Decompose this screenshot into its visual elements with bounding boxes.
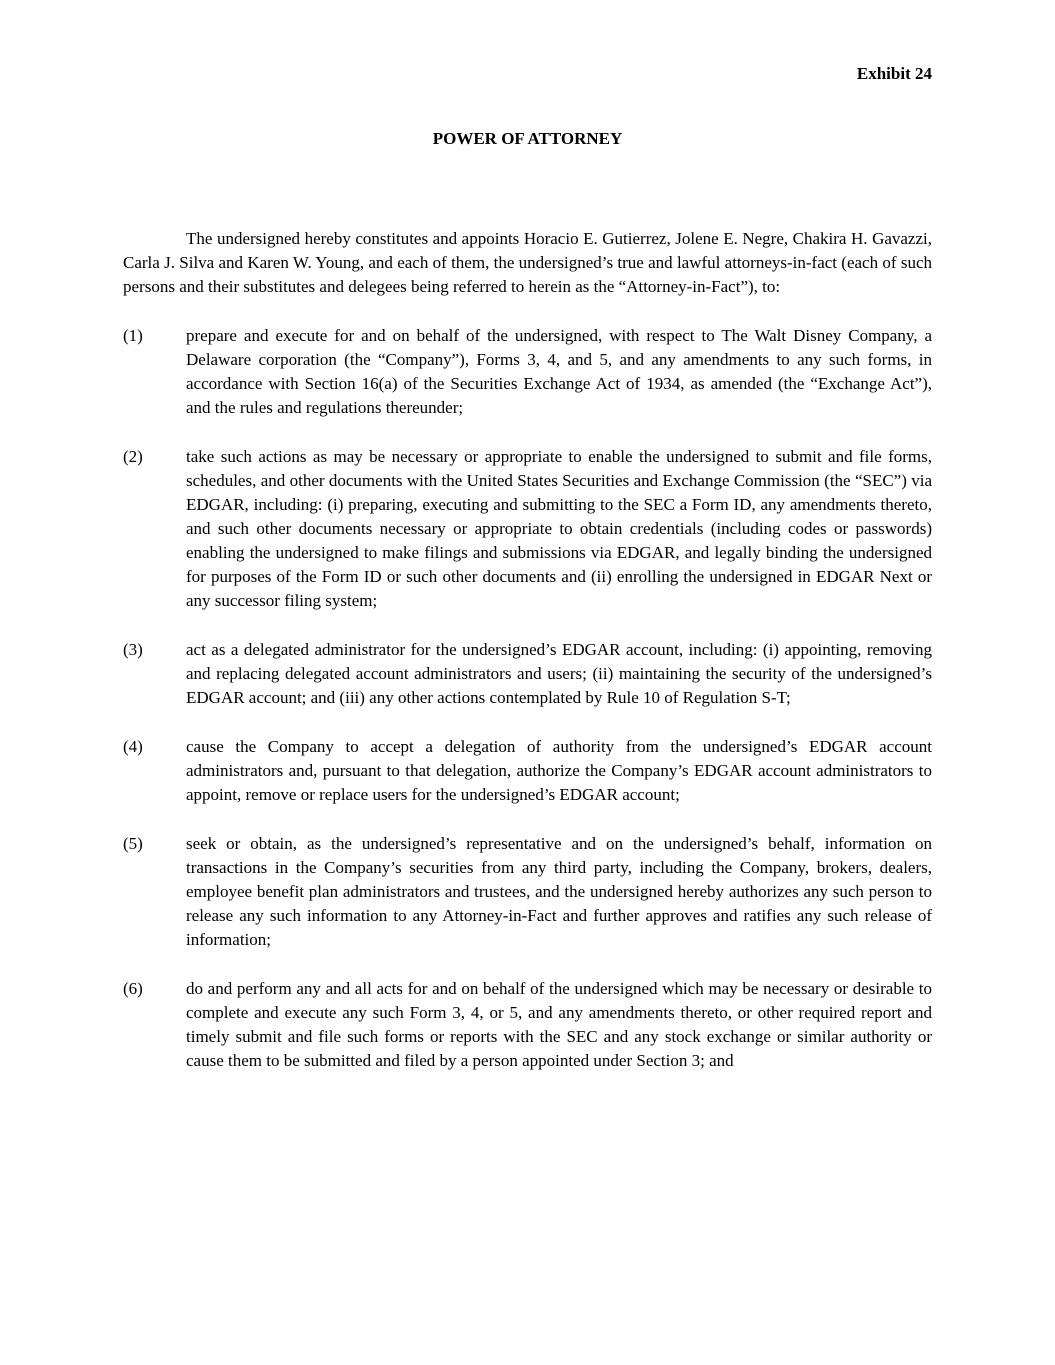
list-item bbox=[123, 324, 932, 420]
item-text: take such actions as may be necessary or appropriate to enable the undersigned to submit and file forms, schedules, and other documents with the United States Securities and Exchange Commission (the “SEC”) via EDGAR, including: (i) preparing, executing and submitting to the SEC a Form ID, any amendments thereto, and such other documents necessary or appropriate to obtain credentials (including codes or passwords) enabling the undersigned to make filings and submissions via EDGAR, and legally binding the undersigned for purposes of the Form ID or such other documents and (ii) enrolling the undersigned in EDGAR Next or any successor filing system; bbox=[186, 447, 932, 610]
item-text: seek or obtain, as the undersigned’s representative and on the undersigned’s behalf, information on transactions in the Company’s securities from any third party, including the Company, brokers, dealers, employee benefit plan administrators and trustees, and the undersigned hereby authorizes any such person to release any such information to any Attorney-in-Fact and further approves and ratifies any such release of information; bbox=[186, 834, 932, 949]
item-text: do and perform any and all acts for and on behalf of the undersigned which may be necessary or desirable to complete and execute any such Form 3, 4, or 5, and any amendments thereto, or other required report and timely submit and file such forms or reports with the SEC and any stock exchange or similar authority or cause them to be submitted and filed by a person appointed under Section 3; and bbox=[186, 979, 932, 1070]
item-number: (5) bbox=[123, 834, 143, 853]
item-number: (2) bbox=[123, 447, 143, 466]
item-number: (3) bbox=[123, 640, 143, 659]
item-number: (6) bbox=[123, 979, 143, 998]
exhibit-label: Exhibit 24 bbox=[856, 64, 932, 83]
item-text: cause the Company to accept a delegation of authority from the undersigned’s EDGAR account administrators and, pursuant to that delegation, authorize the Company’s EDGAR account administrators to appoint, remove or replace users for the undersigned’s EDGAR account; bbox=[186, 737, 932, 804]
item-number: (1) bbox=[123, 326, 143, 345]
item-text: prepare and execute for and on behalf of the undersigned, with respect to The Walt Disney Company, a Delaware corporation (the “Company”), Forms 3, 4, and 5, and any amendments to any such forms, in accordance with Section 16(a) of the Securities Exchange Act of 1934, as amended (the “Exchange Act”), and the rules and regulations thereunder; bbox=[186, 326, 932, 417]
item-number: (4) bbox=[123, 737, 143, 756]
document-title: POWER OF ATTORNEY bbox=[432, 129, 623, 148]
list-item bbox=[123, 638, 932, 710]
intro-paragraph: The undersigned hereby constitutes and appoints Horacio E. Gutierrez, Jolene E. Negre, Chakira H. Gavazzi, Carla J. Silva and Karen W. Young, and each of them, the undersigned’s true and lawful attorneys-in-fact (each of such persons and their substitutes and delegees being referred to herein as the “Attorney-in-Fact”), to: bbox=[123, 229, 932, 296]
list-item bbox=[123, 832, 932, 952]
item-text: act as a delegated administrator for the undersigned’s EDGAR account, including: (i) appointing, removing and replacing delegated account administrators and users; (ii) maintaining the security of the undersigned’s EDGAR account; and (iii) any other actions contemplated by Rule 10 of Regulation S-T; bbox=[186, 640, 932, 707]
list-item bbox=[123, 735, 932, 807]
list-item bbox=[123, 977, 932, 1073]
list-item bbox=[123, 445, 932, 613]
